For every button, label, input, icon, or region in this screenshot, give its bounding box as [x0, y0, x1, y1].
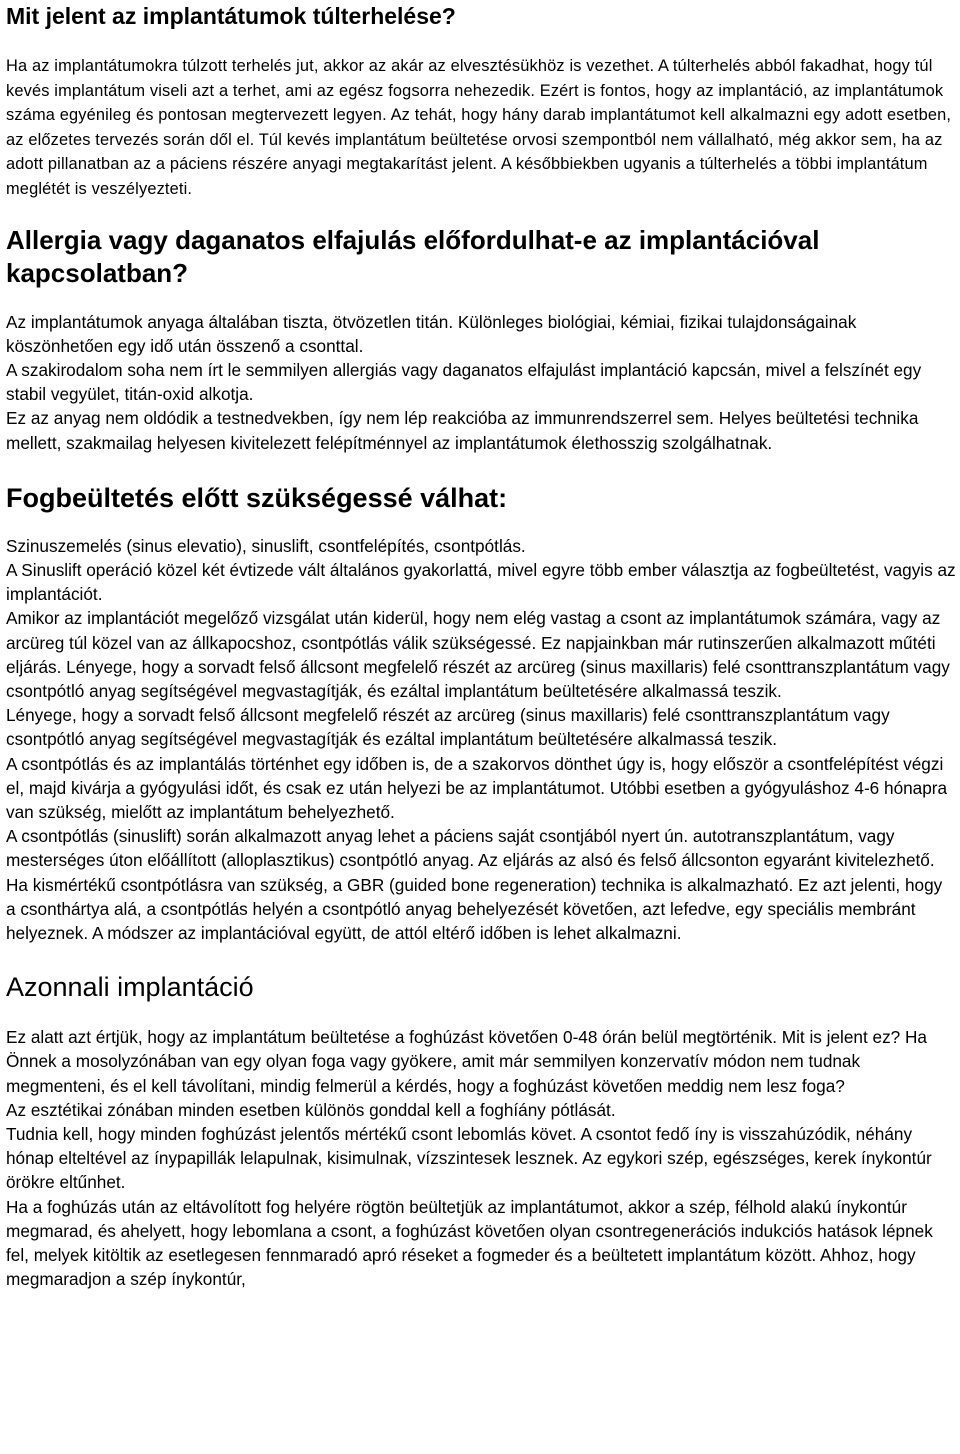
paragraph: A szakirodalom soha nem írt le semmilyen allergiás vagy daganatos elfajulást implantáció kapcsán, mivel a felszínét egy stabil vegyület, titán-oxid alkotja.	[6, 359, 922, 405]
section-heading-overload: Mit jelent az implantátumok túlterhelése?	[6, 3, 456, 29]
paragraph: Ha a foghúzás után az eltávolított fog helyére rögtön beültetjük az implantátumot, akkor a szép, félhold alakú ínykontúr megmarad, és ahelyett, hogy lebomlana a csont, a foghúzást követően olyan csontregenerációs indukciós hatások lépnek fel, melyek kitöltik az esetlegesen fennmaradó apró réseket a fogmeder és a beültetett implantátum között. Ahhoz, hogy megmaradjon a szép ínykontúr,	[6, 1196, 933, 1290]
section-body-overload	[6, 54, 956, 202]
paragraph: Ha az implantátumokra túlzott terhelés jut, akkor az akár az elvesztésükhöz is vezethet. A túlterhelés abból fakadhat, hogy túl kevés implantátum viseli azt a terhet, ami az egész fogsorra nehezedik. Ezért is fontos, hogy az implantáció, az implantátumok száma egyénileg és pontosan megtervezett legyen. Az tehát, hogy hány darab implantátumot kell alkalmazni egy adott esetben, az előzetes tervezés során dől el. Túl kevés implantátum beültetése orvosi szempontból nem vállalható, még akkor sem, ha az adott pillanatban az a páciens részére anyagi megtakarítást jelent. A későbbiekben ugyanis a túlterhelés a többi implantátum meglétét is veszélyezteti.	[6, 57, 952, 198]
paragraph: Lényege, hogy a sorvadt felső állcsont megfelelő részét az arcüreg (sinus maxillaris) felé csonttranszplantátum vagy csontpótló anyag segítségével megvastagítják és ezáltal implantátum beültetésére alkalmassá teszik.	[6, 705, 890, 750]
section-heading-before-implant: Fogbeültetés előtt szükségessé válhat:	[6, 482, 508, 513]
paragraph: A csontpótlás (sinuslift) során alkalmazott anyag lehet a páciens saját csontjából nyert ún. autotranszplantátum, vagy mesterséges úton előállított (alloplasztikus) csontpótló anyag. Az eljárás az alsó és felső állcsonton egyaránt kivitelezhető. Ha kismértékű csontpótlásra van szükség, a GBR (guided bone regeneration) technika is alkalmazható. Ez azt jelenti, hogy a csonthártya alá, a csontpótlás helyén a csontpótló anyag behelyezését követően, azt lefedve, egy speciális membránt helyeznek. A módszer az implantációval együtt, de attól eltérő időben is lehet alkalmazni.	[6, 826, 943, 944]
paragraph: Ez az anyag nem oldódik a testnedvekben, így nem lép reakcióba az immunrendszerrel sem. Helyes beültetési technika mellett, szakmailag helyesen kivitelezett felépítménnyel az implantátumok élethosszig szolgálhatnak.	[6, 408, 919, 453]
paragraph: Az implantátumok anyaga általában tiszta, ötvözetlen titán. Különleges biológiai, kémiai, fizikai tulajdonságainak köszönhetően egy idő után összenő a csonttal.	[6, 311, 857, 356]
section-body-before-implant	[6, 534, 956, 945]
paragraph: Amikor az implantációt megelőző vizsgálat után kiderül, hogy nem elég vastag a csont az implantátumok számára, vagy az arcüreg túl közel van az állkapocshoz, csontpótlás válik szükségessé. Ez napjainkban már rutinszerűen alkalmazott műtéti eljárás. Lényege, hogy a sorvadt felső állcsont megfelelő részét az arcüreg (sinus maxillaris) felé csonttranszplantátum vagy csontpótló anyag segítségével megvastagítják, és ezáltal implantátum beültetésére alkalmassá teszik.	[6, 608, 950, 701]
section-body-immediate-implant	[6, 1025, 956, 1291]
document-page	[6, 0, 956, 1291]
section-body-allergy	[6, 310, 956, 455]
paragraph: Az esztétikai zónában minden esetben különös gonddal kell a foghíány pótlását.	[6, 1099, 616, 1120]
section-heading-immediate-implant: Azonnali implantáció	[6, 972, 254, 1003]
section-heading-allergy: Allergia vagy daganatos elfajulás előfordulhat-e az implantációval kapcsolatban?	[6, 224, 820, 288]
paragraph: Ez alatt azt értjük, hogy az implantátum beültetése a foghúzást követően 0-48 órán belül megtörténik. Mit is jelent ez? Ha Önnek a mosolyzónában van egy olyan foga vagy gyökere, amit már semmilyen konzervatív módon nem tudnak megmenteni, és el kell távolítani, mindig felmerül a kérdés, hogy a foghúzást követően meddig nem lesz foga?	[6, 1027, 927, 1096]
paragraph: A Sinuslift operáció közel két évtizede vált általános gyakorlattá, mivel egyre több ember választja az fogbeültetést, vagyis az implantációt.	[6, 559, 956, 605]
paragraph: Szinuszemelés (sinus elevatio), sinuslift, csontfelépítés, csontpótlás.	[6, 535, 526, 556]
paragraph: Tudnia kell, hogy minden foghúzást jelentős mértékű csont lebomlás követ. A csontot fedő íny is visszahúzódik, néhány hónap elteltével az ínypapillák lelapulnak, kisimulnak, vízszintesek lesznek. Az egykori szép, egészséges, kerek ínykontúr örökre eltűnhet.	[6, 1124, 932, 1193]
paragraph: A csontpótlás és az implantálás történhet egy időben is, de a szakorvos dönthet úgy is, hogy először a csontfelépítést végzi el, majd kivárja a gyógyulási időt, és csak ez után helyezi be az implantátumot. Utóbbi esetben a gyógyuláshoz 4-6 hónapra van szükség, mielőtt az implantátum behelyezhető.	[6, 753, 948, 823]
